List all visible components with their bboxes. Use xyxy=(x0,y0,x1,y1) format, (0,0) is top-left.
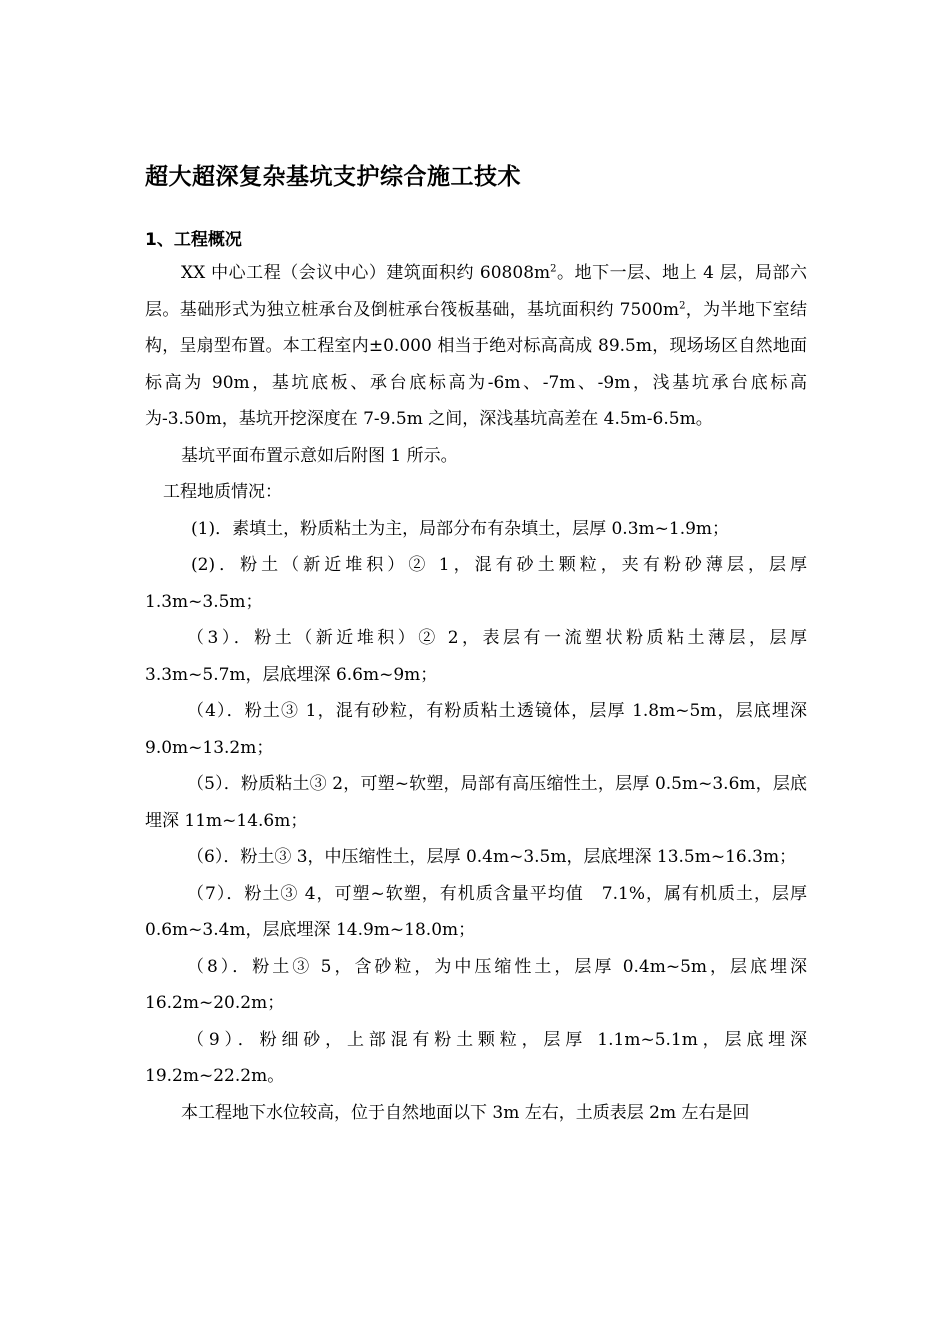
soil-layer-3: （3）．粉土（新近堆积）② 2，表层有一流塑状粉质粘土薄层，层厚 3.3m~5.7m，层底埋深 6.6m~9m； xyxy=(145,628,807,685)
document-title: 超大超深复杂基坑支护综合施工技术 xyxy=(145,164,521,190)
overview-paragraph xyxy=(145,255,807,438)
layout-reference-paragraph: 基坑平面布置示意如后附图 1 所示。 xyxy=(181,445,458,466)
soil-layer-2: (2)．粉土（新近堆积）② 1，混有砂土颗粒，夹有粉砂薄层，层厚 1.3m~3.5m； xyxy=(145,555,807,612)
groundwater-paragraph: 本工程地下水位较高，位于自然地面以下 3m 左右，土质表层 2m 左右是回 xyxy=(181,1102,750,1123)
soil-layer-7: （7）．粉土③ 4，可塑~软塑，有机质含量平均值 7.1%，属有机质土，层厚 0.6m~3.4m，层底埋深 14.9m~18.0m； xyxy=(145,883,807,940)
soil-layer-6: （6）．粉土③ 3，中压缩性土，层厚 0.4m~3.5m，层底埋深 13.5m~16.3m； xyxy=(187,847,797,867)
squared-superscript: 2 xyxy=(550,263,557,275)
soil-layer-4: （4）．粉土③ 1，混有砂粒，有粉质粘土透镜体，层厚 1.8m~5m，层底埋深 9.0m~13.2m； xyxy=(145,701,807,758)
overview-text-part-3: ，为半地下室结构，呈扇型布置。本工程室内±0.000 相当于绝对标高高成 89.5m，现场场区自然地面标高为 90m，基坑底板、承台底标高为-6m、-7m、-9m，浅基坑承台底标高为-3.50m，基坑开挖深度在 7-9.5m 之间，深浅基坑高差在 4.5m-6.5m。 xyxy=(145,299,808,429)
soil-layer-5: （5）．粉质粘土③ 2，可塑~软塑，局部有高压缩性土，层厚 0.5m~3.6m，层底埋深 11m~14.6m； xyxy=(145,774,807,831)
soil-layer-8: （8）．粉土③ 5，含砂粒，为中压缩性土，层厚 0.4m~5m，层底埋深 16.2m~20.2m； xyxy=(145,956,807,1013)
overview-text-part-1: XX 中心工程（会议中心）建筑面积约 60808m xyxy=(181,263,551,283)
squared-superscript: 2 xyxy=(679,299,686,311)
soil-layer-9: （9）．粉细砂，上部混有粉土颗粒，层厚 1.1m~5.1m，层底埋深 19.2m~22.2m。 xyxy=(145,1029,807,1086)
soil-layer-1: (1)．素填土，粉质粘土为主，局部分布有杂填土，层厚 0.3m~1.9m； xyxy=(191,518,730,539)
geology-intro: 工程地质情况： xyxy=(163,482,282,502)
section-heading-overview: 1、工程概况 xyxy=(145,230,242,250)
document-body xyxy=(145,255,807,1131)
overview-text-part-2: 。地下一层、地上 4 层，局部六层。基础形式为独立桩承台及倒桩承台筏板基础，基坑面积约 7500m xyxy=(145,263,808,320)
